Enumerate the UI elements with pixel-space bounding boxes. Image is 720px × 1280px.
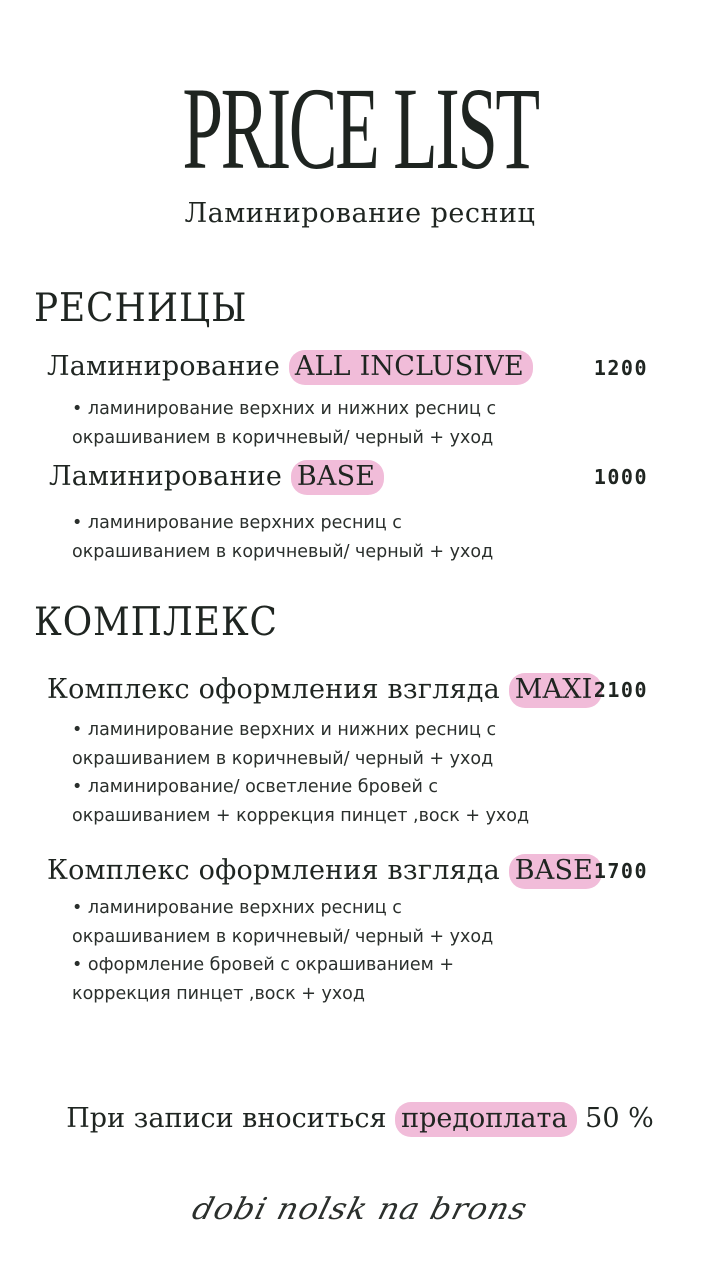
- service-title: Комплекс оформления взгляда: [47, 855, 500, 886]
- service-name: [49, 461, 384, 492]
- prepayment-text: При записи вноситься: [66, 1103, 387, 1134]
- service-details: [72, 395, 496, 452]
- service-details: [72, 509, 493, 566]
- detail-line: • ламинирование верхних ресниц с: [72, 513, 402, 533]
- page-subtitle: Ламинирование ресниц: [184, 198, 536, 229]
- service-price: 1200: [593, 356, 648, 380]
- detail-line: окрашиванием в коричневый/ черный + уход: [72, 748, 494, 769]
- detail-line: • ламинирование верхних и нижних ресниц с: [72, 720, 497, 740]
- detail-line: окрашиванием в коричневый/ черный + уход: [72, 541, 494, 562]
- service-details: [72, 716, 529, 830]
- detail-line: • ламинирование верхних и нижних ресниц с: [72, 399, 497, 419]
- service-details: [72, 894, 493, 1008]
- service-name: [47, 351, 533, 382]
- prepayment-highlight: предоплата: [395, 1102, 576, 1137]
- detail-line: окрашиванием в коричневый/ черный + уход: [72, 926, 494, 947]
- handwritten-signature: dobi nolsk na brons: [188, 1192, 532, 1227]
- service-price: 2100: [593, 678, 648, 702]
- service-title: Ламинирование: [49, 461, 283, 492]
- service-title: Комплекс оформления взгляда: [47, 674, 500, 705]
- detail-line: окрашиванием в коричневый/ черный + уход: [72, 427, 494, 448]
- detail-line: • ламинирование/ осветление бровей с: [72, 777, 439, 798]
- service-tag-badge: BASE: [509, 854, 602, 889]
- service-tag-badge: MAXI: [509, 673, 602, 708]
- service-price: 1700: [593, 859, 648, 883]
- section-heading-lashes: РЕСНИЦЫ: [34, 286, 248, 331]
- service-tag-badge: ALL INCLUSIVE: [289, 350, 533, 385]
- prepayment-percent: 50 %: [585, 1103, 654, 1134]
- detail-line: • оформление бровей с окрашиванием +: [72, 955, 455, 976]
- section-heading-complex: КОМПЛЕКС: [34, 600, 278, 645]
- detail-line: окрашиванием + коррекция пинцет ,воск + уход: [72, 805, 530, 826]
- prepayment-note: [0, 1103, 720, 1134]
- service-title: Ламинирование: [47, 351, 281, 382]
- detail-line: коррекция пинцет ,воск + уход: [72, 983, 365, 1004]
- service-name: [47, 855, 602, 886]
- service-tag-badge: BASE: [291, 460, 384, 495]
- service-name: [47, 674, 602, 705]
- detail-line: • ламинирование верхних ресниц с: [72, 898, 402, 918]
- page-title: PRICE LIST: [182, 63, 538, 194]
- service-price: 1000: [593, 465, 648, 489]
